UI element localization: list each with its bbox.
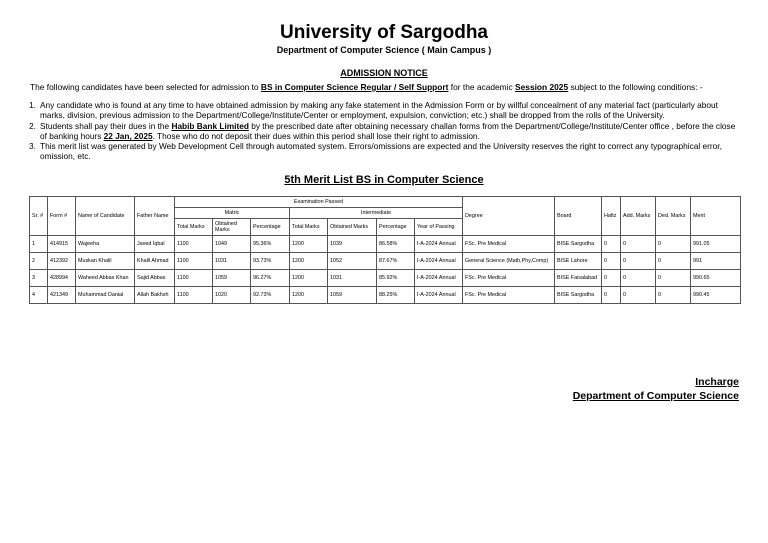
table-row (30, 270, 741, 287)
condition-number: 2. (29, 120, 36, 131)
cell-form: 412392 (48, 253, 76, 270)
cell-merit: 991.05 (691, 236, 741, 253)
condition-text: This merit list was generated by Web Development Cell through automated system. Errors/omissions are expected and the University reserves the right to correct any typographical error, omission, etc. (40, 141, 722, 162)
cell-add-marks: 0 (621, 287, 656, 304)
cell-name: Waheed Abbas Khan (76, 270, 135, 287)
cell-inter-total: 1200 (290, 253, 328, 270)
cell-matric-obtained: 1049 (213, 236, 251, 253)
cell-matric-percentage: 92.73% (251, 287, 290, 304)
cell-hafiz: 0 (602, 270, 621, 287)
header-exam-passed: Examination Passed (175, 197, 463, 208)
cell-sr: 1 (30, 236, 48, 253)
header-matric: Matric (175, 208, 290, 219)
header-name: Name of Candidate (76, 197, 135, 236)
cell-sr: 3 (30, 270, 48, 287)
signature-incharge: Incharge (695, 376, 739, 388)
bank-name: Habib Bank Limited (171, 120, 249, 131)
merit-list-title: 5th Merit List BS in Computer Science (284, 174, 484, 186)
condition-text: Any candidate who is found at any time to have obtained admission by making any fake statement in the Admission Form or by willful concealment of any material fact (particularly about marks, division, previous admission to the Department/College/Institute/Center or employment, expulsion, conviction; etc.) shall be dropped from the rolls of the University. (40, 100, 718, 121)
cell-board: BISE Sargodha (555, 236, 602, 253)
header-father: Father Name (135, 197, 175, 236)
cell-matric-total: 1100 (175, 287, 213, 304)
cell-add-marks: 0 (621, 253, 656, 270)
cell-father: Allah Bakhsh (135, 287, 175, 304)
cell-inter-total: 1200 (290, 270, 328, 287)
merit-table (29, 196, 741, 304)
cell-matric-total: 1100 (175, 270, 213, 287)
cell-matric-obtained: 1020 (213, 287, 251, 304)
cell-matric-total: 1100 (175, 253, 213, 270)
cell-name: Muhammad Danial (76, 287, 135, 304)
cell-board: BISE Lahore (555, 253, 602, 270)
cell-form: 428994 (48, 270, 76, 287)
cell-ded-marks: 0 (656, 287, 691, 304)
cell-father: Khalil Ahmad (135, 253, 175, 270)
cell-father: Javed Iqbal (135, 236, 175, 253)
table-row (30, 287, 741, 304)
condition-number: 1. (29, 100, 36, 110)
header-inter-percentage: Percentage (377, 219, 415, 236)
cell-year-passing: I-A-2024 Annual (415, 287, 463, 304)
conditions-list (29, 100, 743, 162)
cell-inter-total: 1200 (290, 287, 328, 304)
cell-inter-percentage: 88.25% (377, 287, 415, 304)
cell-matric-obtained: 1059 (213, 270, 251, 287)
header-year-passing: Year of Passing (415, 219, 463, 236)
header-add-marks: Add. Marks (621, 197, 656, 236)
signature-department: Department of Computer Science (572, 390, 739, 402)
header-inter-total: Total Marks (290, 219, 328, 236)
cell-inter-percentage: 87.67% (377, 253, 415, 270)
cell-ded-marks: 0 (656, 236, 691, 253)
cell-inter-obtained: 1059 (328, 287, 377, 304)
cell-sr: 4 (30, 287, 48, 304)
cell-father: Sajid Abbas (135, 270, 175, 287)
condition-text: Students shall pay their dues in the (40, 120, 172, 131)
cell-inter-obtained: 1039 (328, 236, 377, 253)
table-header (30, 197, 741, 236)
cell-matric-percentage: 93.73% (251, 253, 290, 270)
session-name: Session 2025 (515, 82, 569, 92)
intro-paragraph (30, 82, 750, 92)
header-ded-marks: Ded. Marks (656, 197, 691, 236)
cell-matric-total: 1100 (175, 236, 213, 253)
cell-year-passing: I-A-2024 Annual (415, 270, 463, 287)
cell-degree: FSc. Pre Medical (463, 287, 555, 304)
cell-add-marks: 0 (621, 236, 656, 253)
cell-inter-percentage: 85.92% (377, 270, 415, 287)
header-form: Form # (48, 197, 76, 236)
cell-ded-marks: 0 (656, 253, 691, 270)
cell-matric-obtained: 1031 (213, 253, 251, 270)
cell-inter-obtained: 1031 (328, 270, 377, 287)
cell-name: Muskan Khalil (76, 253, 135, 270)
cell-form: 421349 (48, 287, 76, 304)
cell-degree: FSc. Pre Medical (463, 236, 555, 253)
header-board: Board (555, 197, 602, 236)
header-matric-total: Total Marks (175, 219, 213, 236)
table-row (30, 236, 741, 253)
condition-number: 3. (29, 141, 36, 152)
cell-year-passing: I-A-2024 Annual (415, 236, 463, 253)
cell-hafiz: 0 (602, 253, 621, 270)
cell-board: BISE Sargodha (555, 287, 602, 304)
table-body (30, 236, 741, 304)
condition-item (29, 141, 743, 162)
notice-heading: ADMISSION NOTICE (340, 68, 428, 78)
header-hafiz: Hafiz (602, 197, 621, 236)
header-matric-percentage: Percentage (251, 219, 290, 236)
cell-name: Wajeeha (76, 236, 135, 253)
cell-year-passing: I-A-2024 Annual (415, 253, 463, 270)
cell-ded-marks: 0 (656, 270, 691, 287)
cell-hafiz: 0 (602, 287, 621, 304)
intro-text-3: subject to the following conditions: - (568, 82, 703, 92)
cell-inter-obtained: 1052 (328, 253, 377, 270)
table-row (30, 253, 741, 270)
cell-degree: FSc. Pre Medical (463, 270, 555, 287)
condition-item (29, 121, 743, 142)
cell-degree: General Science (Math,Phy,Comp) (463, 253, 555, 270)
cell-hafiz: 0 (602, 236, 621, 253)
intro-text-2: for the academic (448, 82, 516, 92)
cell-inter-total: 1200 (290, 236, 328, 253)
header-intermediate: Intermediate (290, 208, 463, 219)
header-matric-obtained: Obtained Marks (213, 219, 251, 236)
cell-form: 414915 (48, 236, 76, 253)
cell-matric-percentage: 95.36% (251, 236, 290, 253)
cell-merit: 990.65 (691, 270, 741, 287)
cell-board: BISE Faisalabad (555, 270, 602, 287)
cell-add-marks: 0 (621, 270, 656, 287)
header-merit: Merit (691, 197, 741, 236)
deadline-date: 22 Jan, 2025 (103, 130, 153, 141)
header-sr: Sr. # (30, 197, 48, 236)
cell-matric-percentage: 96.27% (251, 270, 290, 287)
condition-text: by the prescribed date after obtaining necessary challan forms from the Department/College/Institute/Center office , before the close of banking hours (40, 120, 736, 141)
cell-inter-percentage: 86.58% (377, 236, 415, 253)
cell-sr: 2 (30, 253, 48, 270)
header-inter-obtained: Obtained Marks (328, 219, 377, 236)
program-name: BS in Computer Science Regular / Self Support (260, 82, 449, 92)
cell-merit: 991 (691, 253, 741, 270)
university-title: University of Sargodha (280, 22, 488, 43)
condition-text: . Those who do not deposit their dues within this period shall lose their right to admission. (152, 130, 480, 141)
condition-item (29, 100, 743, 121)
intro-text-1: The following candidates have been selected for admission to (30, 82, 261, 92)
cell-merit: 990.45 (691, 287, 741, 304)
department-subtitle: Department of Computer Science ( Main Campus ) (276, 45, 492, 55)
header-degree: Degree (463, 197, 555, 236)
